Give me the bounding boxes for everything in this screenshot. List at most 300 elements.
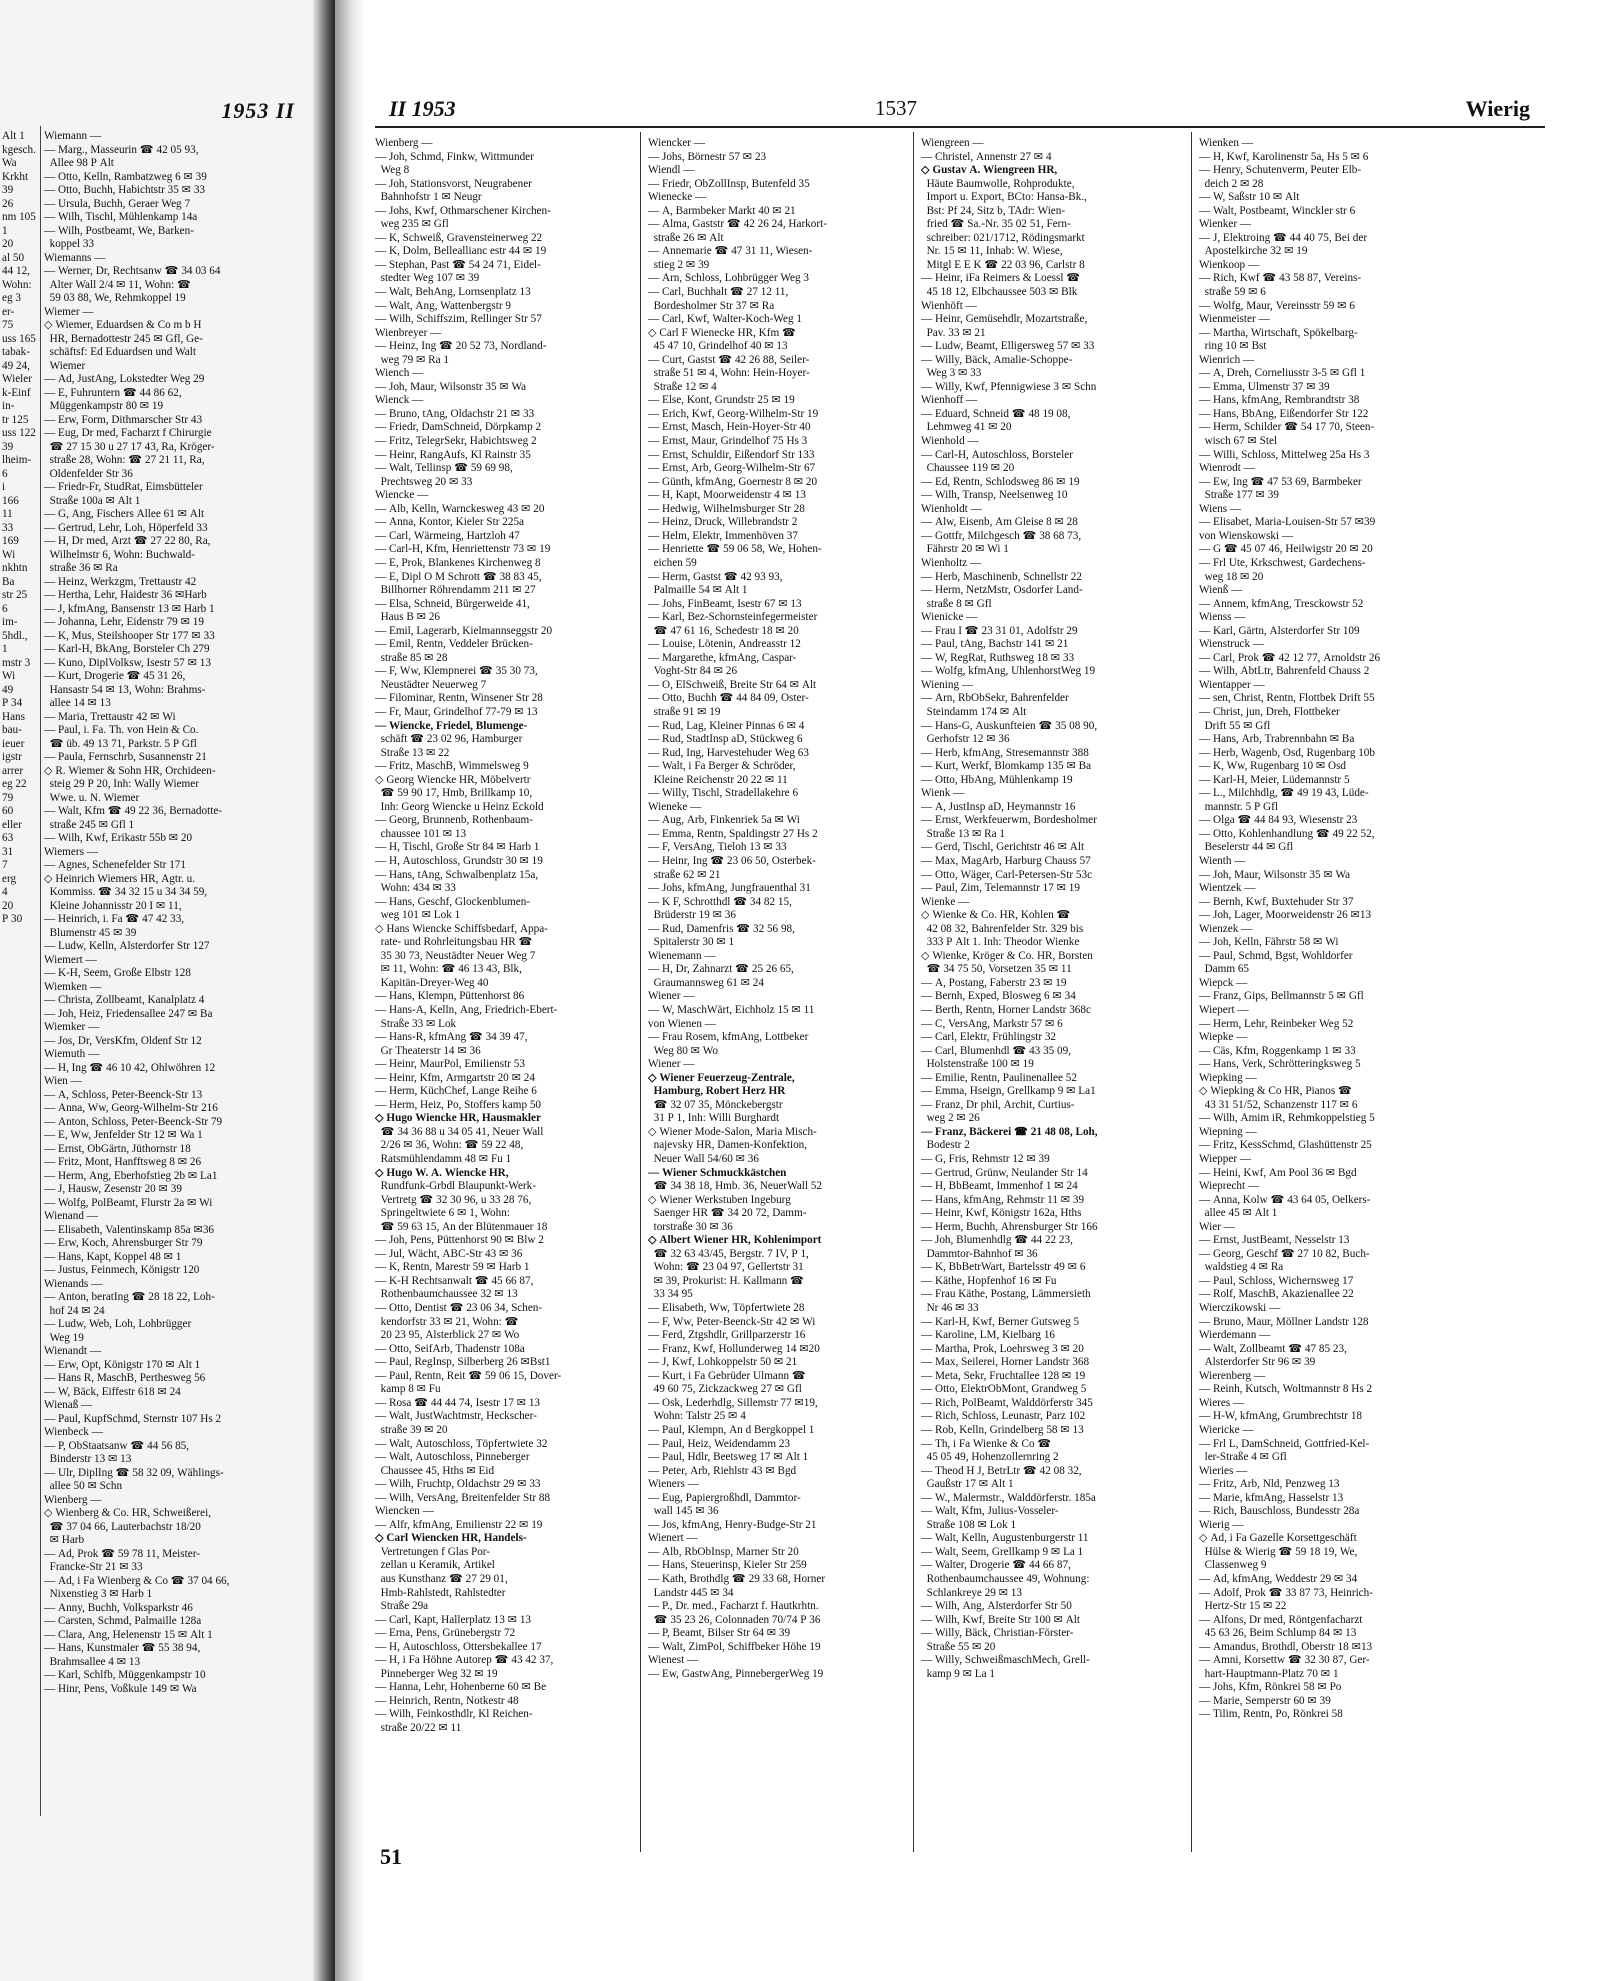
directory-entry: — H, Kwf, Karolinenstr 5a, Hs 5 ✉ 6 bbox=[1199, 150, 1369, 163]
page-header-left: II 1953 bbox=[389, 96, 456, 121]
directory-entry: — H, Autoschloss, Ottersbekallee 17 bbox=[375, 1640, 542, 1653]
directory-entry: — Herb, Wagenb, Osd, Rugenbarg 10b bbox=[1199, 746, 1375, 759]
directory-entry: — Arn, RbObSekr, Bahrenfelder bbox=[921, 692, 1069, 705]
previous-page-entry: — Elisabeth, Valentinskamp 85a ✉36 bbox=[44, 1223, 215, 1236]
directory-entry: schäft ☎ 23 02 96, Hamburger bbox=[375, 733, 523, 746]
directory-entry: — Adolf, Prok ☎ 33 87 73, Heinrich- bbox=[1199, 1586, 1373, 1599]
directory-entry: — Th, i Fa Wienke & Co ☎ bbox=[921, 1437, 1052, 1450]
directory-entry: 42 08 32, Bahrenfelder Str. 329 bis bbox=[921, 922, 1084, 935]
previous-page-entry: Wiemken — bbox=[44, 980, 102, 993]
directory-entry: — Emma, Ulmenstr 37 ✉ 39 bbox=[1199, 380, 1330, 393]
directory-entry: — Carl, Kapt, Hallerplatz 13 ✉ 13 bbox=[375, 1613, 532, 1626]
directory-entry: — K, BbBetrWart, Bartelsstr 49 ✉ 6 bbox=[921, 1261, 1086, 1274]
directory-entry: 45 05 49, Hohenzollernring 2 bbox=[921, 1451, 1059, 1464]
previous-page-fragment-entry: tabak- bbox=[2, 346, 30, 358]
directory-entry: — Curt, Gastst ☎ 42 26 88, Seiler- bbox=[648, 353, 810, 366]
directory-entry: Neuer Wall 54/60 ✉ 36 bbox=[648, 1153, 759, 1166]
directory-entry: — K F, Schrotthdl ☎ 34 82 15, bbox=[648, 895, 792, 908]
directory-entry: — Herm, Heiz, Po, Stoffers kamp 50 bbox=[375, 1098, 542, 1111]
directory-entry: — Georg, Geschf ☎ 27 10 82, Buch- bbox=[1199, 1247, 1370, 1260]
directory-entry: — G, Fris, Rehmstr 12 ✉ 39 bbox=[921, 1153, 1050, 1166]
previous-page-entry: Blumenstr 45 ✉ 39 bbox=[44, 926, 137, 939]
directory-entry: Wienecke — bbox=[648, 191, 707, 204]
directory-entry: — Herm, NetzMstr, Osdorfer Land- bbox=[921, 584, 1083, 597]
previous-page-entry: — Clara, Ang, Helenenstr 15 ✉ Alt 1 bbox=[44, 1628, 213, 1641]
directory-entry: weg 18 ✉ 20 bbox=[1199, 570, 1264, 583]
directory-entry: Wierczikowski — bbox=[1199, 1302, 1281, 1315]
directory-entry: — Hans, Geschf, Glockenblumen- bbox=[375, 895, 531, 908]
previous-page-entry: Kommiss. ☎ 34 32 15 u 34 34 59, bbox=[44, 886, 208, 898]
book-gutter bbox=[335, 0, 365, 1981]
directory-entry: ◇ Carl F Wienecke HR, Kfm ☎ bbox=[648, 326, 796, 339]
previous-page-entry: ✉ Harb bbox=[44, 1534, 85, 1546]
previous-page-entry: — Erw, Form, Dithmarscher Str 43 bbox=[44, 413, 203, 426]
directory-entry: — Henriette ☎ 59 06 58, We, Hohen- bbox=[648, 543, 822, 556]
directory-entry: Ratsmühlendamm 48 ✉ Fu 1 bbox=[375, 1153, 512, 1166]
directory-entry: — Stephan, Past ☎ 54 24 71, Eidel- bbox=[375, 258, 541, 271]
directory-entry: Vertretg ☎ 32 30 96, u 33 28 76, bbox=[375, 1193, 532, 1206]
directory-entry: — Friedr, ObZollInsp, Butenfeld 35 bbox=[648, 177, 810, 190]
directory-entry: — Carl, Prok ☎ 42 12 77, Arnoldstr 26 bbox=[1199, 651, 1381, 664]
directory-entry: Damm 65 bbox=[1199, 963, 1250, 976]
directory-entry: Spitalerstr 30 ✉ 1 bbox=[648, 936, 735, 949]
directory-entry: Bordesholmer Str 37 ✉ Ra bbox=[648, 299, 775, 312]
directory-entry: straße 26 ✉ Alt bbox=[648, 231, 724, 244]
previous-page-fragment-entry: igstr bbox=[2, 751, 22, 763]
directory-entry: — Alb, Kelln, Warnckesweg 43 ✉ 20 bbox=[375, 502, 545, 515]
signature-number: 51 bbox=[380, 1844, 402, 1869]
directory-entry: — Ernst, Schuldir, Eißendorf Str 133 bbox=[648, 448, 815, 461]
directory-entry: — Karl-H, Meier, Lüdemannstr 5 bbox=[1199, 773, 1350, 786]
page-shadow bbox=[313, 0, 335, 1981]
previous-page-entry: koppel 33 bbox=[44, 238, 95, 250]
previous-page-fragment-entry: 7 bbox=[2, 859, 8, 871]
directory-entry: — Theod H J, BetrLtr ☎ 42 08 32, bbox=[921, 1464, 1082, 1477]
directory-entry: — Joh, Maur, Wilsonstr 35 ✉ Wa bbox=[375, 380, 527, 393]
directory-entry: — Meta, Sekr, Fruchtallee 128 ✉ 19 bbox=[921, 1369, 1086, 1382]
directory-entry: Wientzek — bbox=[1199, 882, 1256, 895]
directory-entry: — F, Ww, Klempnerei ☎ 35 30 73, bbox=[375, 665, 538, 678]
directory-entry: — Tilim, Rentn, Po, Rönkrei 58 bbox=[1199, 1708, 1343, 1721]
previous-page-fragment-entry: Wohn: bbox=[2, 278, 32, 291]
directory-entry: — Frau I ☎ 23 31 01, Adolfstr 29 bbox=[921, 624, 1078, 637]
directory-entry: Wohn: ☎ 23 04 97, Gellertstr 31 bbox=[648, 1261, 804, 1274]
directory-entry: ☎ 32 63 43/45, Bergstr. 7 IV, P 1, bbox=[648, 1247, 809, 1260]
directory-entry: Wiencken — bbox=[375, 1505, 434, 1518]
directory-entry: — P., Dr. med., Facharzt f. Hautkrhtn. bbox=[648, 1600, 819, 1613]
directory-entry: — Heinz, Druck, Willebrandstr 2 bbox=[648, 516, 798, 529]
directory-entry: — Hans, Steuerinsp, Kieler Str 259 bbox=[648, 1559, 807, 1572]
directory-entry: — E, Prok, Blankenes Kirchenweg 8 bbox=[375, 556, 541, 569]
directory-entry: Wienicke — bbox=[921, 611, 978, 624]
directory-entry: Wienkoop — bbox=[1199, 258, 1260, 271]
directory-entry: — Otto, Buchh ☎ 44 84 09, Oster- bbox=[648, 692, 809, 705]
directory-entry: 45 63 26, Beim Schlump 84 ✉ 13 bbox=[1199, 1627, 1357, 1640]
previous-page-entry: — Ursula, Buchh, Geraer Weg 7 bbox=[44, 197, 191, 210]
directory-entry: Wiepke — bbox=[1199, 1031, 1248, 1044]
directory-entry: — Paul, tAng, Bachstr 141 ✉ 21 bbox=[921, 638, 1069, 651]
previous-page-fragment-entry: erg bbox=[2, 872, 17, 885]
directory-entry: — Wolfg, Maur, Vereinsstr 59 ✉ 6 bbox=[1199, 299, 1355, 312]
directory-entry: — Franz, Dr phil, Archit, Curtius- bbox=[921, 1098, 1075, 1111]
directory-entry: Weg 80 ✉ Wo bbox=[648, 1044, 719, 1057]
directory-entry: Wienest — bbox=[648, 1654, 699, 1667]
previous-page-entry: — Ad, JustAng, Lokstedter Weg 29 bbox=[44, 373, 205, 385]
previous-page-entry: straße 36 ✉ Ra bbox=[44, 562, 118, 574]
directory-entry: — Ludw, Beamt, Elligersweg 57 ✉ 33 bbox=[921, 340, 1095, 353]
previous-page-entry: Wienands — bbox=[44, 1277, 103, 1290]
directory-entry: — Hans, tAng, Schwalbenplatz 15a, bbox=[375, 868, 539, 881]
column-rule bbox=[913, 132, 914, 1852]
previous-page-entry: — Anna, Ww, Georg-Wilhelm-Str 216 bbox=[44, 1102, 218, 1114]
previous-page-entry: — Ulr, DiplIng ☎ 58 32 09, Wählings- bbox=[44, 1466, 224, 1479]
previous-page-entry: — E, Fuhruntern ☎ 44 86 62, bbox=[44, 386, 182, 399]
directory-entry: — Walt, i Fa Berger & Schröder, bbox=[648, 760, 796, 773]
directory-entry: — Paul, Klempn, An d Bergkoppel 1 bbox=[648, 1423, 815, 1436]
previous-page-entry: Allee 98 P Alt bbox=[44, 157, 114, 169]
directory-entry: — Anna, Kolw ☎ 43 64 05, Oelkers- bbox=[1199, 1193, 1371, 1206]
directory-entry: ◇ Albert Wiener HR, Kohlenimport bbox=[648, 1234, 822, 1247]
directory-entry: — W, Saßstr 10 ✉ Alt bbox=[1199, 191, 1300, 204]
directory-entry: — Wilh, Kwf, Breite Str 100 ✉ Alt bbox=[921, 1613, 1081, 1626]
directory-entry: — Christ, jun, Dreh, Flottbeker bbox=[1199, 705, 1340, 718]
directory-entry: — Filominar, Rentn, Winsener Str 28 bbox=[375, 692, 543, 705]
directory-entry: — Wiencke, Friedel, Blumenge- bbox=[375, 719, 528, 732]
directory-entry: ◇ Wiener Mode-Salon, Maria Misch- bbox=[648, 1125, 817, 1138]
previous-page-entry: — J, Hausw, Zesenstr 20 ✉ 39 bbox=[44, 1183, 182, 1195]
directory-entry: — Marie, kfmAng, Hasselstr 13 bbox=[1199, 1491, 1344, 1504]
directory-entry: Hertz-Str 15 ✉ 22 bbox=[1199, 1600, 1287, 1613]
previous-page-fragment-entry: 1 bbox=[2, 224, 8, 237]
previous-page-entry: Brahmsallee 4 ✉ 13 bbox=[44, 1655, 141, 1668]
directory-entry: ◇ Hugo W. A. Wiencke HR, bbox=[375, 1166, 509, 1179]
directory-entry: 33 34 95 bbox=[648, 1288, 693, 1301]
directory-entry: straße 8 ✉ Gfl bbox=[921, 597, 992, 610]
directory-entry: — Joh, Pens, Püttenhorst 90 ✉ Blw 2 bbox=[375, 1234, 544, 1247]
directory-entry: Dammtor-Bahnhof ✉ 36 bbox=[921, 1247, 1038, 1260]
directory-entry: Wiener — bbox=[648, 1058, 695, 1071]
directory-entry: Wieries — bbox=[1199, 1464, 1248, 1477]
directory-entry: — Ed, Rentn, Schlodsweg 86 ✉ 19 bbox=[921, 475, 1080, 488]
previous-page-fragment-entry: 166 bbox=[2, 494, 19, 507]
directory-entry: ✉ 39, Prokurist: H. Kallmann ☎ bbox=[648, 1274, 804, 1287]
directory-entry: Wienker — bbox=[1199, 218, 1252, 231]
directory-entry: — J, Elektroing ☎ 44 40 75, Bei der bbox=[1199, 231, 1368, 244]
directory-column-4 bbox=[1199, 137, 1461, 1722]
previous-page-entry: Wiemers — bbox=[44, 845, 98, 858]
directory-entry: — Karoline, LM, Kielbarg 16 bbox=[921, 1329, 1056, 1342]
directory-entry: — Paul, Zim, Telemannstr 17 ✉ 19 bbox=[921, 882, 1080, 895]
directory-entry: Wienmeister — bbox=[1199, 313, 1270, 326]
previous-page-fragment-entry: 4 bbox=[2, 886, 8, 898]
previous-page-entry: — Paula, Fernschrb, Susannenstr 21 bbox=[44, 751, 207, 763]
previous-page-entry: 59 03 88, We, Rehmkoppel 19 bbox=[44, 292, 186, 304]
directory-entry: — Bernh, Kwf, Buxtehuder Str 37 bbox=[1199, 895, 1354, 908]
directory-entry: — Joh, Stationsvorst, Neugrabener bbox=[375, 177, 532, 190]
previous-page-entry: Hansastr 54 ✉ 13, Wohn: Brahms- bbox=[44, 683, 206, 696]
directory-entry: Wiens — bbox=[1199, 502, 1242, 515]
directory-entry: Wierig — bbox=[1199, 1518, 1244, 1531]
directory-entry: — Paul, Schloss, Wichernsweg 17 bbox=[1199, 1274, 1354, 1287]
directory-entry: Straße 13 ✉ Ra 1 bbox=[921, 827, 1005, 840]
directory-entry: Wiening — bbox=[921, 678, 974, 691]
directory-entry: kamp 9 ✉ La 1 bbox=[921, 1667, 995, 1680]
previous-page-entry: — Anny, Buchh, Volksparkstr 46 bbox=[44, 1601, 193, 1614]
directory-entry: — Emilie, Rentn, Paulinenallee 52 bbox=[921, 1071, 1077, 1084]
directory-entry: Weg 3 ✉ 33 bbox=[921, 367, 982, 380]
directory-entry: ☎ 34 38 18, Hmb. 36, NeuerWall 52 bbox=[648, 1180, 822, 1193]
previous-page-entry: — Ernst, ObGärtn, Jüthornstr 18 bbox=[44, 1142, 191, 1155]
directory-entry: Wierenberg — bbox=[1199, 1369, 1266, 1382]
directory-entry: — K-H Rechtsanwalt ☎ 45 66 87, bbox=[375, 1274, 534, 1287]
directory-page bbox=[365, 0, 1600, 1981]
directory-entry: — Joh, Lager, Moorweidenstr 26 ✉13 bbox=[1199, 909, 1372, 922]
previous-page-entry: — Jos, Dr, VersKfm, Oldenf Str 12 bbox=[44, 1034, 202, 1047]
directory-entry: Alsterdorfer Str 96 ✉ 39 bbox=[1199, 1356, 1316, 1369]
directory-entry: Wienken — bbox=[1199, 137, 1253, 149]
previous-page-entry: — A, Schloss, Peter-Beenck-Str 13 bbox=[44, 1088, 203, 1101]
directory-entry: — Emma, Rentn, Spaldingstr 27 Hs 2 bbox=[648, 827, 818, 840]
directory-entry: — Walt, ZimPol, Schiffbeker Höhe 19 bbox=[648, 1640, 821, 1653]
directory-entry: Wiener — bbox=[648, 990, 695, 1003]
directory-entry: — Hans, kfmAng, Rehmstr 11 ✉ 39 bbox=[921, 1193, 1085, 1206]
directory-entry: 43 31 51/52, Schanzenstr 117 ✉ 6 bbox=[1199, 1098, 1358, 1111]
directory-entry: — Berth, Rentn, Horner Landstr 368c bbox=[921, 1004, 1091, 1016]
directory-entry: straße 20/22 ✉ 11 bbox=[375, 1721, 462, 1734]
directory-entry: — Gerd, Tischl, Gerichtstr 46 ✉ Alt bbox=[921, 841, 1085, 854]
previous-page-entry: Wiemker — bbox=[44, 1021, 100, 1033]
column-rule bbox=[640, 132, 641, 1852]
directory-entry: Vertretungen f Glas Por- bbox=[375, 1545, 491, 1558]
previous-page-entry: ◇ Wiemer, Eduardsen & Co m b H bbox=[44, 319, 202, 331]
previous-page-fragment-entry: 79 bbox=[2, 791, 14, 804]
previous-page-entry: — Ludw, Web, Loh, Lohbrügger bbox=[44, 1318, 192, 1330]
directory-entry: — Max, Seilerei, Horner Landstr 368 bbox=[921, 1356, 1090, 1369]
directory-entry: — Herm, Gastst ☎ 42 93 93, bbox=[648, 570, 783, 583]
directory-entry: Wienß — bbox=[1199, 584, 1243, 597]
directory-entry: — sen, Christ, Rentn, Flottbek Drift 55 bbox=[1199, 692, 1375, 705]
directory-entry: — Heinr, iFa Reimers & Loessl ☎ bbox=[921, 272, 1081, 285]
directory-entry: Straße 12 ✉ 4 bbox=[648, 380, 717, 393]
previous-page-entry: allee 14 ✉ 13 bbox=[44, 697, 111, 709]
directory-entry: Wieprecht — bbox=[1199, 1180, 1260, 1193]
directory-entry: — Jos, kfmAng, Henry-Budge-Str 21 bbox=[648, 1518, 817, 1531]
directory-entry: — Alfons, Dr med, Röntgenfacharzt bbox=[1199, 1613, 1363, 1626]
directory-entry: ◇ Carl Wiencken HR, Handels- bbox=[375, 1532, 527, 1545]
previous-page-entry: Wiemer — bbox=[44, 305, 94, 318]
directory-entry: Brüderstr 19 ✉ 36 bbox=[648, 909, 736, 922]
directory-entry: — Eduard, Schneid ☎ 48 19 08, bbox=[921, 407, 1071, 420]
directory-entry: Wienck — bbox=[375, 394, 424, 407]
previous-page-fragment-entry: Wa bbox=[2, 157, 17, 169]
directory-entry: — Gottfr, Milchgesch ☎ 38 68 73, bbox=[921, 529, 1082, 542]
directory-entry: — Paul, RegInsp, Silberberg 26 ✉Bst1 bbox=[375, 1356, 551, 1369]
directory-entry: — Joh, Maur, Wilsonstr 35 ✉ Wa bbox=[1199, 868, 1351, 881]
previous-page-entry: — Kurt, Drogerie ☎ 45 31 26, bbox=[44, 670, 186, 682]
directory-entry: — Hans-A, Kelln, Ang, Friedrich-Ebert- bbox=[375, 1004, 558, 1016]
directory-entry: — F, VersAng, Tieloh 13 ✉ 33 bbox=[648, 841, 787, 854]
previous-page-fragment-entry: eller bbox=[2, 818, 22, 831]
directory-entry: — Walt, Kelln, Augustenburgerstr 11 bbox=[921, 1532, 1089, 1545]
directory-entry: ◇ Hugo Wiencke HR, Hausmakler bbox=[375, 1112, 541, 1125]
directory-entry: von Wienskowski — bbox=[1199, 529, 1294, 542]
directory-entry: Hamburg, Robert Herz HR bbox=[648, 1085, 786, 1098]
directory-entry: — Elsa, Schneid, Bürgerweide 41, bbox=[375, 597, 530, 610]
directory-entry: Weg 8 bbox=[375, 164, 410, 177]
previous-page-fragment-entry: k-Einf bbox=[2, 386, 31, 399]
directory-entry: Import u. Export, BCto: Hansa-Bk., bbox=[921, 191, 1087, 204]
directory-entry: — K, Rentn, Marestr 59 ✉ Harb 1 bbox=[375, 1261, 530, 1274]
directory-entry: — Willy, SchweißmaschMech, Grell- bbox=[921, 1654, 1090, 1667]
directory-entry: — Paul, Rentn, Reit ☎ 59 06 15, Dover- bbox=[375, 1369, 562, 1382]
directory-entry: — A, JustInsp aD, Heymannstr 16 bbox=[921, 800, 1076, 813]
directory-entry: allee 45 ✉ Alt 1 bbox=[1199, 1207, 1278, 1220]
previous-page-entry: — Herm, Ang, Eberhofstieg 2b ✉ La1 bbox=[44, 1169, 218, 1182]
previous-page-fragment-entry: 169 bbox=[2, 535, 19, 547]
directory-entry: — Willy, Bäck, Christian-Förster- bbox=[921, 1627, 1074, 1640]
previous-page-entry: — Anton, Schloss, Peter-Beenck-Str 79 bbox=[44, 1115, 223, 1128]
directory-entry: Voght-Str 84 ✉ 26 bbox=[648, 665, 738, 678]
previous-page-entry: Wiemann — bbox=[44, 130, 102, 142]
directory-entry: — Kurt, i Fa Gebrüder Ulmann ☎ bbox=[648, 1369, 806, 1382]
directory-entry: — Wilh, Ang, Alsterdorfer Str 50 bbox=[921, 1600, 1072, 1613]
previous-page-entry: — Erw, Koch, Ahrensburger Str 79 bbox=[44, 1237, 203, 1249]
previous-page-entry: Wienbeck — bbox=[44, 1426, 103, 1438]
directory-entry: zellan u Keramik, Artikel bbox=[375, 1559, 495, 1572]
previous-page-entry: — Friedr-Fr, StudRat, Eimsbütteler bbox=[44, 481, 203, 493]
previous-page-fragment-entry: al 50 bbox=[2, 251, 25, 264]
previous-page-entry: ◇ Heinrich Wiemers HR, Agtr. u. bbox=[44, 872, 196, 885]
previous-page-entry: — Ad, Prok ☎ 59 78 11, Meister- bbox=[44, 1547, 200, 1560]
directory-entry: hart-Hauptmann-Platz 70 ✉ 1 bbox=[1199, 1667, 1339, 1680]
directory-entry: — Otto, HbAng, Mühlenkamp 19 bbox=[921, 773, 1073, 786]
directory-entry: Neustädter Neuerweg 7 bbox=[375, 678, 487, 691]
directory-entry: — Kath, Brothdlg ☎ 29 33 68, Horner bbox=[648, 1572, 826, 1585]
previous-page bbox=[0, 0, 335, 1981]
directory-entry: — Carl-H, Autoschloss, Borsteler bbox=[921, 448, 1073, 461]
directory-entry: Beselerstr 44 ✉ Gfl bbox=[1199, 841, 1294, 854]
previous-page-entry: ◇ Wienberg & Co. HR, Schweißerei, bbox=[44, 1507, 212, 1519]
directory-entry: Lehmweg 41 ✉ 20 bbox=[921, 421, 1012, 434]
previous-page-fragment-entry: tr 125 bbox=[2, 413, 29, 426]
previous-page-entry: Oldenfelder Str 36 bbox=[44, 467, 133, 480]
directory-entry: — Amni, Korsettw ☎ 32 30 87, Ger- bbox=[1199, 1654, 1370, 1667]
directory-entry: — Walt, Autoschloss, Töpfertwiete 32 bbox=[375, 1437, 548, 1450]
directory-entry: — Herm, KüchChef, Lange Reihe 6 bbox=[375, 1085, 537, 1098]
previous-page-entry: Kleine Johannisstr 20 I ✉ 11, bbox=[44, 899, 182, 912]
previous-page-fragment-entry: im- bbox=[2, 616, 18, 628]
previous-page-entry: hof 24 ✉ 24 bbox=[44, 1304, 105, 1317]
directory-entry: — Rich, Bauschloss, Bundesstr 28a bbox=[1199, 1505, 1360, 1518]
directory-entry: — Rich, PolBeamt, Walddörferstr 345 bbox=[921, 1396, 1093, 1409]
directory-entry: Straße 177 ✉ 39 bbox=[1199, 489, 1279, 502]
directory-entry: — Gertrud, Grünw, Neulander Str 14 bbox=[921, 1166, 1088, 1179]
directory-entry: 2/26 ✉ 36, Wohn: ☎ 59 22 48, bbox=[375, 1139, 524, 1152]
directory-entry: — Hans, BbAng, Eißendorfer Str 122 bbox=[1199, 407, 1369, 420]
directory-entry: — Alb, RbObInsp, Marner Str 20 bbox=[648, 1545, 799, 1558]
directory-entry: — Osk, Lederhdlg, Sillemstr 77 ✉19, bbox=[648, 1396, 818, 1409]
directory-entry: Wiench — bbox=[375, 367, 424, 380]
directory-entry: 333 P Alt 1. Inh: Theodor Wienke bbox=[921, 936, 1080, 949]
directory-entry: — Frau Käthe, Postang, Lämmersieth bbox=[921, 1288, 1091, 1301]
directory-entry: Billhorner Röhrendamm 211 ✉ 27 bbox=[375, 584, 536, 597]
previous-page-fragment-entry: Wi bbox=[2, 670, 16, 682]
directory-entry: Schlankreye 29 ✉ 13 bbox=[921, 1586, 1023, 1599]
previous-page-entry: Alter Wall 2/4 ✉ 11, Wohn: ☎ bbox=[44, 278, 191, 291]
directory-entry: weg 79 ✉ Ra 1 bbox=[375, 353, 450, 366]
previous-page-fragment-entry: Wieler bbox=[2, 373, 32, 385]
directory-entry: najevsky HR, Damen-Konfektion, bbox=[648, 1139, 808, 1152]
directory-entry: straße 91 ✉ 19 bbox=[648, 705, 721, 718]
directory-entry: 20 23 95, Alsterblick 27 ✉ Wo bbox=[375, 1329, 520, 1342]
previous-page-fragment-entry: 6 bbox=[2, 602, 8, 615]
directory-entry: 45 47 10, Grindelhof 40 ✉ 13 bbox=[648, 340, 788, 353]
directory-entry: — Fritz, KessSchmd, Glashüttenstr 25 bbox=[1199, 1139, 1372, 1152]
previous-page-entry: — Walt, Kfm ☎ 49 22 36, Bernadotte- bbox=[44, 805, 223, 817]
previous-page-entry: — Hans, Kunstmaler ☎ 55 38 94, bbox=[44, 1642, 201, 1654]
directory-entry: — E, Dipl O M Schrott ☎ 38 83 45, bbox=[375, 570, 542, 583]
previous-page-entry: ☎ üb. 49 13 71, Parkstr. 5 P Gfl bbox=[44, 737, 197, 750]
directory-entry: Inh: Georg Wiencke u Heinz Eckold bbox=[375, 800, 544, 813]
directory-entry: — Wilh, Schiffszim, Rellinger Str 57 bbox=[375, 313, 542, 326]
directory-entry: — Otto, Kohlenhandlung ☎ 49 22 52, bbox=[1199, 827, 1375, 840]
directory-entry: Chaussee 45, Hths ✉ Eid bbox=[375, 1464, 495, 1477]
previous-page-fragment-entry: Ba bbox=[2, 575, 15, 588]
directory-entry: — Wilh, Feinkosthdlr, Kl Reichen- bbox=[375, 1708, 533, 1721]
directory-entry: — Carl, Blumenhdl ☎ 43 35 09, bbox=[921, 1044, 1072, 1057]
directory-entry: — Carl, Buchhalt ☎ 27 12 11, bbox=[648, 286, 789, 299]
directory-entry: — Joh, Kelln, Fährstr 58 ✉ Wi bbox=[1199, 936, 1339, 949]
directory-entry: — Paul, Hdlr, Beetsweg 17 ✉ Alt 1 bbox=[648, 1451, 809, 1464]
previous-page-entry: — K, Mus, Steilshooper Str 177 ✉ 33 bbox=[44, 629, 215, 642]
directory-entry: Wiencker — bbox=[648, 137, 706, 149]
directory-entry: — Bernh, Exped, Blosweg 6 ✉ 34 bbox=[921, 990, 1076, 1003]
directory-entry: 49 60 75, Zickzackweg 27 ✉ Gfl bbox=[648, 1383, 802, 1396]
directory-entry: — W, RegRat, Ruthsweg 18 ✉ 33 bbox=[921, 651, 1075, 664]
directory-entry: — Kurt, Werkf, Blomkamp 135 ✉ Ba bbox=[921, 760, 1092, 773]
directory-entry: ☎ 47 61 16, Schedestr 18 ✉ 20 bbox=[648, 624, 799, 637]
directory-entry: Straße 55 ✉ 20 bbox=[921, 1640, 996, 1653]
directory-entry: — Ernst, Maur, Grindelhof 75 Hs 3 bbox=[648, 435, 808, 448]
directory-entry: — Paul, Heiz, Weidendamm 23 bbox=[648, 1437, 791, 1450]
previous-page-entry: Wienand — bbox=[44, 1210, 98, 1222]
directory-entry: — Else, Kont, Grundstr 25 ✉ 19 bbox=[648, 394, 795, 407]
previous-page-entry: — Wilh, Postbeamt, We, Barken- bbox=[44, 224, 194, 237]
directory-entry: — Carl, Elektr, Frühlingstr 32 bbox=[921, 1031, 1057, 1044]
directory-entry: — Elisabet, Maria-Louisen-Str 57 ✉39 bbox=[1199, 516, 1376, 529]
directory-entry: — Karl, Bez-Schornsteinfegermeister bbox=[648, 611, 818, 624]
directory-entry: — Amandus, Brothdl, Oberstr 18 ✉13 bbox=[1199, 1640, 1373, 1653]
directory-entry: Hmb-Rahlstedt, Rahlstedter bbox=[375, 1586, 506, 1599]
directory-entry: — H, Dr, Zahnarzt ☎ 25 26 65, bbox=[648, 963, 794, 976]
directory-entry: Landstr 445 ✉ 34 bbox=[648, 1586, 734, 1599]
directory-entry: — Walt, Seem, Grellkamp 9 ✉ La 1 bbox=[921, 1545, 1084, 1558]
previous-page-fragment-entry: str 25 bbox=[2, 589, 28, 601]
previous-page-entry: — G, Ang, Fischers Allee 61 ✉ Alt bbox=[44, 508, 205, 520]
previous-page-entry: — Otto, Kelln, Rambatzweg 6 ✉ 39 bbox=[44, 170, 207, 183]
previous-page-entry: steig 29 P 20, Inh: Wally Wiemer bbox=[44, 778, 199, 790]
directory-entry: Drift 55 ✉ Gfl bbox=[1199, 719, 1271, 732]
previous-page-entry: Wiemer bbox=[44, 359, 86, 372]
directory-entry: mannstr. 5 P Gfl bbox=[1199, 800, 1278, 813]
directory-entry: — Willy, Kwf, Pfennigwiese 3 ✉ Schn bbox=[921, 380, 1097, 393]
previous-page-fragment-entry: Hans bbox=[2, 710, 25, 723]
directory-entry: — P, Beamt, Bilser Str 64 ✉ 39 bbox=[648, 1627, 791, 1640]
directory-column-2 bbox=[648, 137, 910, 1681]
directory-entry: — Heinr, MaurPol, Emilienstr 53 bbox=[375, 1058, 525, 1071]
directory-entry: Wienss — bbox=[1199, 611, 1246, 624]
directory-entry: ◇ Wienke & Co. HR, Kohlen ☎ bbox=[921, 909, 1071, 922]
